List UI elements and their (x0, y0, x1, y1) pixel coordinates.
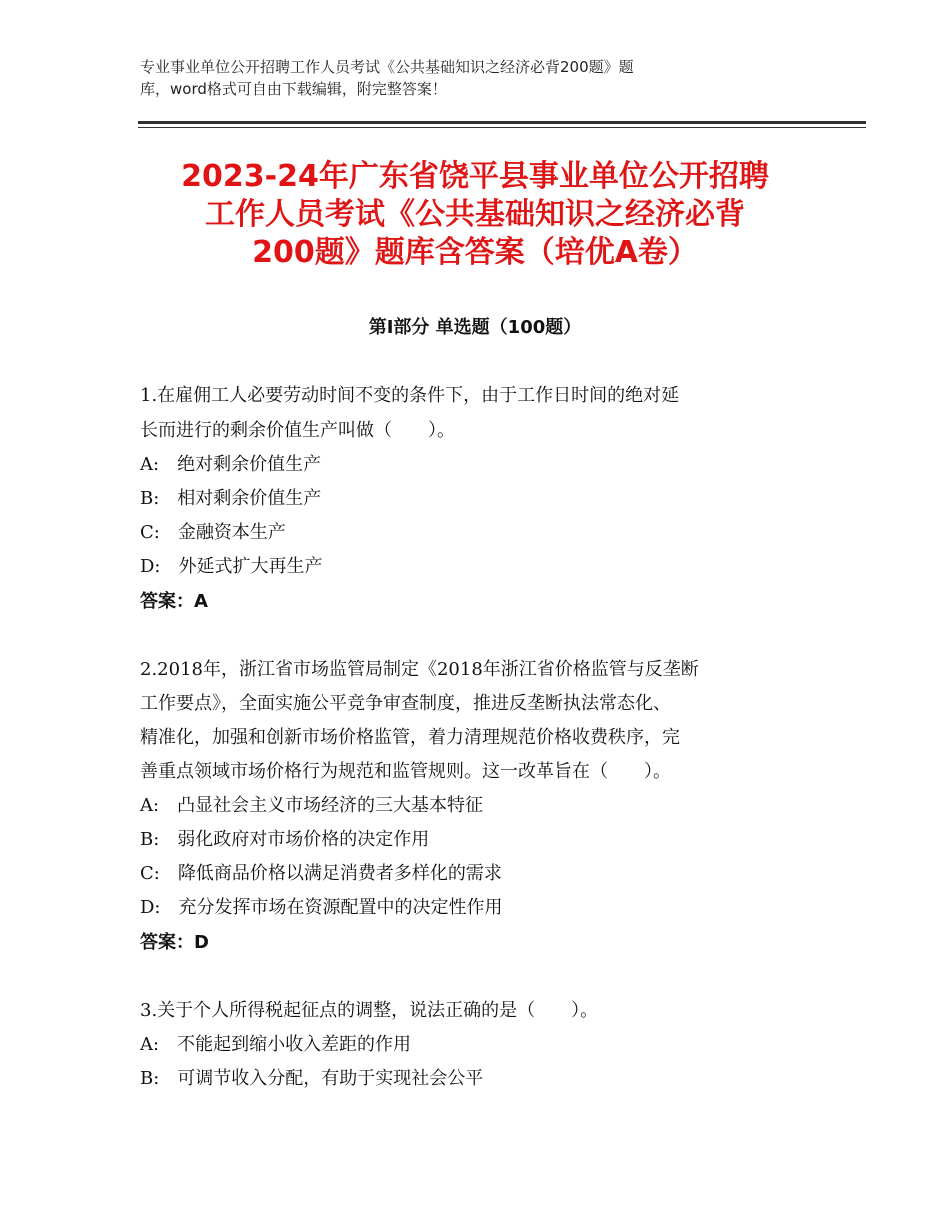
header-note-line-1: 专业事业单位公开招聘工作人员考试《公共基础知识之经济必背200题》题 (140, 58, 634, 76)
q2-stem-line-1: 2.2018年，浙江省市场监管局制定《2018年浙江省价格监管与反垄断 (140, 659, 699, 680)
header-note (140, 56, 780, 100)
document-title (140, 158, 810, 272)
q1-option-a: A: 绝对剩余价值生产 (140, 454, 322, 475)
header-note-line-2: 库，word格式可自由下载编辑，附完整答案！ (140, 80, 447, 98)
header-rule-thin (138, 127, 866, 128)
q1-stem-line-2: 长而进行的剩余价值生产叫做（ ）。 (140, 420, 455, 441)
q3-option-a: A: 不能起到缩小收入差距的作用 (140, 1034, 412, 1055)
title-line-3: 200题》题库含答案（培优A卷） (252, 235, 698, 270)
q2-option-c: C: 降低商品价格以满足消费者多样化的需求 (140, 863, 502, 884)
section-heading: 第Ⅰ部分 单选题（100题） (368, 317, 582, 338)
q2-option-b: B: 弱化政府对市场价格的决定作用 (140, 829, 430, 850)
q1-option-d: D: 外延式扩大再生产 (140, 556, 323, 577)
q2-answer: 答案：D (140, 932, 209, 953)
q2-option-d: D: 充分发挥市场在资源配置中的决定性作用 (140, 897, 503, 918)
q2-stem-line-3: 精准化，加强和创新市场价格监管，着力清理规范价格收费秩序，完 (140, 727, 680, 748)
q3-stem-line-1: 3.关于个人所得税起征点的调整，说法正确的是（ ）。 (140, 1000, 599, 1021)
title-line-1: 2023-24年广东省饶平县事业单位公开招聘 (181, 159, 769, 194)
q3-option-b: B: 可调节收入分配，有助于实现社会公平 (140, 1068, 484, 1089)
q2-stem-line-4: 善重点领域市场价格行为规范和监管规则。这一改革旨在（ ）。 (140, 761, 671, 782)
q2-stem-line-2: 工作要点》，全面实施公平竞争审查制度，推进反垄断执法常态化、 (140, 693, 671, 714)
q1-answer: 答案：A (140, 591, 208, 612)
q1-stem-line-1: 1.在雇佣工人必要劳动时间不变的条件下，由于工作日时间的绝对延 (140, 385, 680, 406)
q1-option-c: C: 金融资本生产 (140, 522, 286, 543)
q1-option-b: B: 相对剩余价值生产 (140, 488, 322, 509)
header-rule-thick (138, 121, 866, 124)
title-line-2: 工作人员考试《公共基础知识之经济必背 (205, 197, 745, 232)
q2-option-a: A: 凸显社会主义市场经济的三大基本特征 (140, 795, 484, 816)
